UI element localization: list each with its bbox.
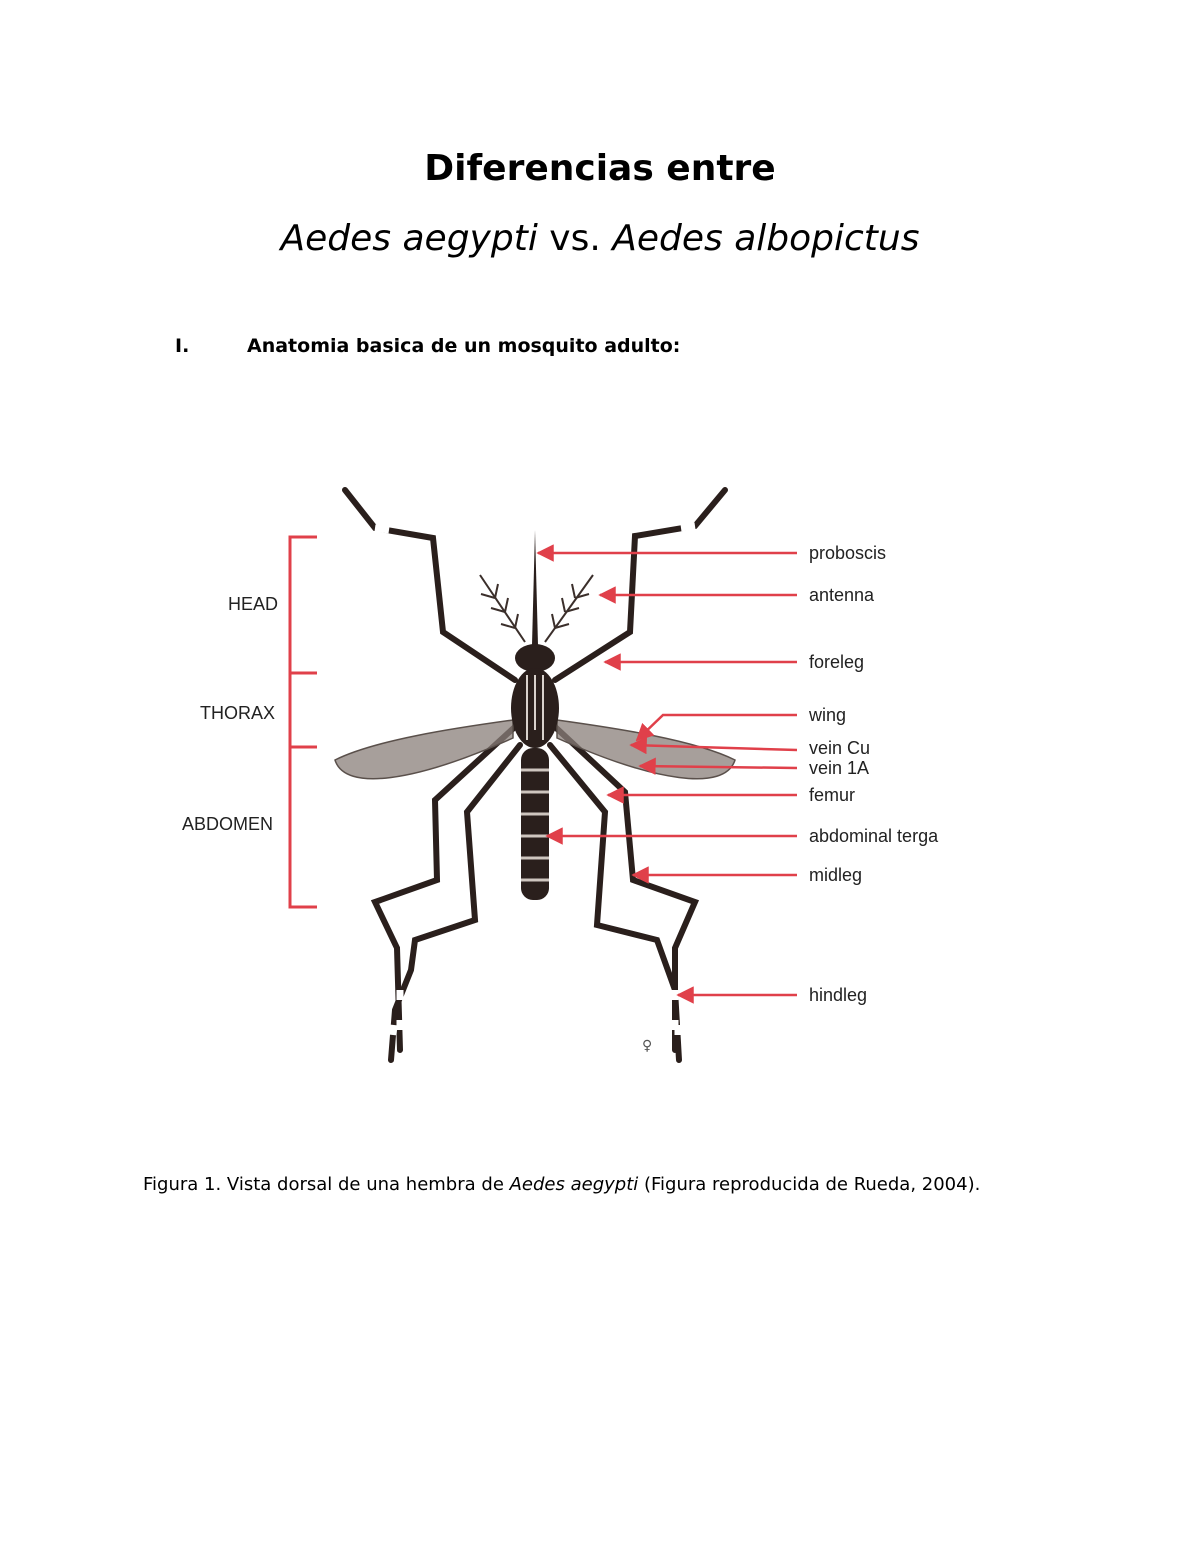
label-hindleg: hindleg bbox=[809, 985, 868, 1005]
caption-species: Aedes aegypti bbox=[509, 1174, 639, 1195]
label-foreleg: foreleg bbox=[809, 652, 865, 672]
caption-suffix: (Figura reproducida de Rueda, 2004). bbox=[638, 1174, 981, 1195]
document-title: Diferencias entre bbox=[424, 148, 776, 189]
vs-text: vs. bbox=[537, 218, 613, 259]
region-label-head: HEAD bbox=[228, 594, 279, 614]
species-aegypti: Aedes aegypti bbox=[280, 218, 538, 259]
section-heading bbox=[175, 335, 680, 357]
region-label-thorax: THORAX bbox=[200, 703, 276, 723]
label-femur: femur bbox=[809, 785, 856, 805]
section-number: I. bbox=[175, 335, 190, 357]
label-midleg: midleg bbox=[809, 865, 863, 885]
label-proboscis: proboscis bbox=[809, 543, 887, 563]
mosquito-illustration bbox=[335, 490, 735, 1060]
label-wing: wing bbox=[809, 705, 847, 725]
label-vein-1a: vein 1A bbox=[809, 758, 870, 778]
svg-text:♀: ♀ bbox=[642, 1038, 653, 1054]
species-albopictus: Aedes albopictus bbox=[612, 218, 920, 259]
label-antenna: antenna bbox=[809, 585, 875, 605]
section-title: Anatomia basica de un mosquito adulto: bbox=[247, 335, 681, 357]
label-abdominal-terga: abdominal terga bbox=[809, 826, 939, 846]
caption-prefix: Figura 1. Vista dorsal de una hembra de bbox=[143, 1174, 510, 1195]
region-label-abdomen: ABDOMEN bbox=[182, 814, 274, 834]
label-vein-cu: vein Cu bbox=[809, 738, 871, 758]
figure-caption bbox=[143, 1174, 980, 1195]
document-subtitle bbox=[0, 218, 1200, 259]
region-bracket bbox=[290, 537, 317, 907]
mosquito-anatomy-figure bbox=[175, 470, 965, 1075]
